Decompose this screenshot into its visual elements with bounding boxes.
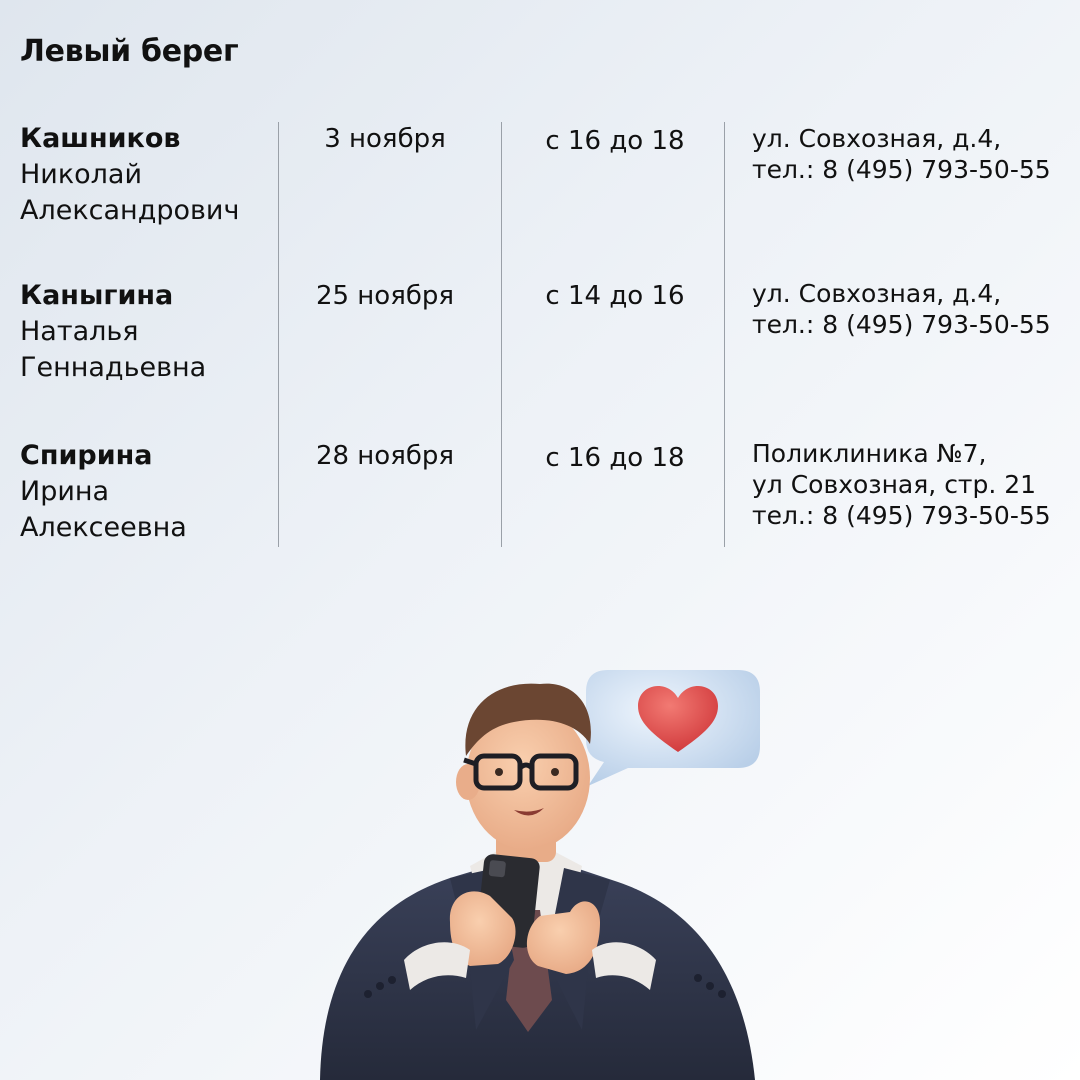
reception-time: с 16 до 18 (545, 126, 685, 156)
person-name (20, 438, 187, 546)
first-name: Николай (20, 159, 143, 190)
person-name (20, 121, 239, 229)
reception-address (752, 278, 1051, 340)
last-name: Спирина (20, 440, 153, 471)
reception-time: с 16 до 18 (545, 443, 685, 473)
address-line: тел.: 8 (495) 793-50-55 (752, 310, 1051, 339)
patronymic: Геннадьевна (20, 352, 207, 383)
address-line: ул Совхозная, стр. 21 (752, 470, 1037, 499)
address-line: ул. Совхозная, д.4, (752, 279, 1002, 308)
reception-date: 28 ноября (315, 441, 455, 471)
speech-bubble (586, 670, 760, 786)
person-name (20, 278, 206, 386)
schedule-row (0, 121, 1080, 281)
man-with-phone-illustration (300, 660, 780, 1080)
address-line: тел.: 8 (495) 793-50-55 (752, 501, 1051, 530)
last-name: Кашников (20, 123, 181, 154)
first-name: Наталья (20, 316, 139, 347)
reception-address (752, 438, 1051, 531)
schedule-row (0, 278, 1080, 438)
page-title: Левый берег (20, 34, 239, 69)
address-line: тел.: 8 (495) 793-50-55 (752, 155, 1051, 184)
reception-date: 3 ноября (324, 124, 446, 154)
address-line: Поликлиника №7, (752, 439, 987, 468)
reception-address (752, 123, 1051, 185)
last-name: Каныгина (20, 280, 174, 311)
address-line: ул. Совхозная, д.4, (752, 124, 1002, 153)
schedule-row (0, 438, 1080, 598)
reception-time: с 14 до 16 (545, 281, 685, 311)
reception-date: 25 ноября (315, 281, 455, 311)
first-name: Ирина (20, 476, 110, 507)
patronymic: Александрович (20, 195, 240, 226)
patronymic: Алексеевна (20, 512, 187, 543)
